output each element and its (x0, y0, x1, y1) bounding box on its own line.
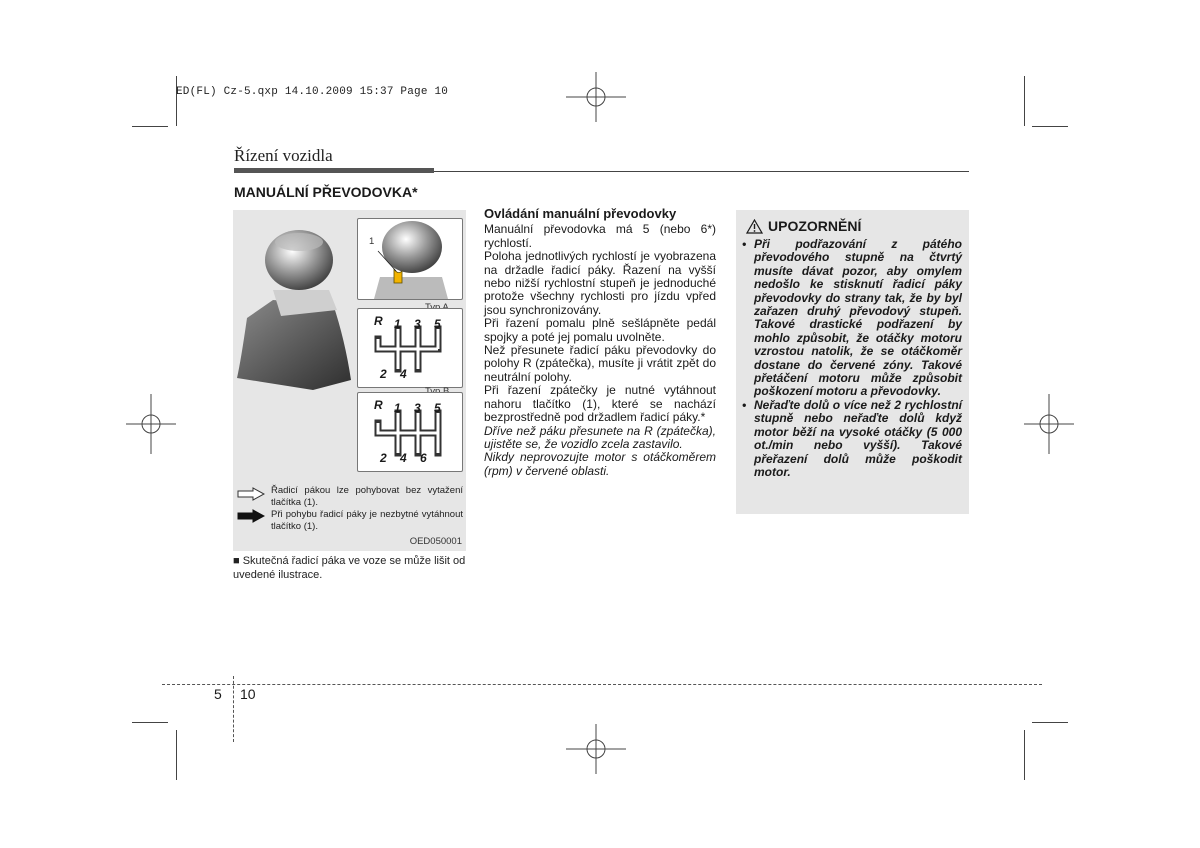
warning-list (742, 238, 962, 479)
paragraph: Poloha jednotlivých rychlostí je vyobrazena na držadle řadicí páky. Řazení na vyšší nebo nižší rychlostní stupeň je jednoduché protože všechny rychlosti pro jízdu vpřed jsou synchronizovány. (484, 249, 716, 317)
italic-paragraph: Dříve než páku přesunete na R (zpátečka), ujistěte se, že vozidlo zcela zastavilo. (484, 423, 716, 451)
chapter-title: Řízení vozidla (234, 146, 333, 165)
print-slug: ED(FL) Cz-5.qxp 14.10.2009 15:37 Page 10 (176, 86, 449, 98)
shift-b-2: 2 (380, 451, 387, 465)
warning-triangle-icon (746, 219, 763, 234)
paragraph: Při řazení pomalu plně sešlápněte pedál spojky a poté jej pomalu uvolněte. (484, 316, 716, 344)
shift-pattern-type-b (357, 392, 463, 472)
registration-mark-top-icon (566, 72, 626, 122)
legend-outline-text: Řadicí pákou lze pohybovat bez vytažení tlačítka (1). (271, 485, 463, 508)
italic-paragraph: Nikdy neprovozujte motor s otáčkoměrem (rpm) v červené oblasti. (484, 450, 716, 478)
shift-b-4: 4 (400, 451, 407, 465)
text-column (484, 207, 716, 478)
figure-note: ■ Skutečná řadicí páka ve voze se může lišit od uvedené ilustrace. (233, 555, 466, 581)
gear-knob-detail-illustration (358, 219, 462, 299)
arrow-outline-icon (237, 487, 265, 501)
warning-item-text: Neřaďte dolů o více než 2 rychlostní stupně nebo neřaďte dolů když motor běží na vysoké otáčky (5 000 ot./min nebo vyšší). Takové přeřazení dolů může poškodit motor. (754, 397, 962, 479)
footer-rule (162, 684, 1042, 685)
bullet: • (742, 237, 747, 251)
footer-divider (233, 676, 234, 742)
warning-header (746, 218, 861, 234)
page-number: 10 (240, 686, 256, 702)
shift-a-r: R (374, 314, 383, 328)
shift-b-r: R (374, 398, 383, 412)
shift-b-5: 5 (434, 401, 441, 415)
legend-filled-text: Při pohybu řadicí páky je nezbytné vytáhnout tlačítko (1). (271, 509, 463, 532)
subsection-heading: Ovládání manuální převodovky (484, 206, 677, 221)
header-rule-thick (234, 168, 434, 173)
arrow-filled-icon (237, 509, 265, 523)
shift-a-1: 1 (394, 317, 401, 331)
shift-pattern-type-a (357, 308, 463, 388)
shift-b-3: 3 (414, 401, 421, 415)
warning-box (736, 210, 969, 514)
shift-a-5: 5 (434, 317, 441, 331)
warning-item (742, 399, 962, 479)
shift-b-6: 6 (420, 451, 427, 465)
chapter-number: 5 (214, 686, 222, 702)
figure-panel (233, 210, 466, 551)
warning-item (742, 238, 962, 399)
shift-a-3: 3 (414, 317, 421, 331)
shift-b-1: 1 (394, 401, 401, 415)
paragraph: Než přesunete řadicí páku převodovky do polohy R (zpátečka), musíte ji vrátit zpět do neutrální polohy. (484, 343, 716, 384)
paragraph: Při řazení zpátečky je nutné vytáhnout nahoru tlačítko (1), které se nachází bezprostředně pod držadlem řadicí páky.* (484, 383, 716, 425)
callout-number: 1 (369, 236, 375, 247)
figure-code: OED050001 (409, 536, 462, 547)
registration-mark-bottom-icon (566, 724, 626, 774)
shift-a-4: 4 (400, 367, 407, 381)
paragraph: Manuální převodovka má 5 (nebo 6*) rychlostí. (484, 222, 716, 250)
inset-knob-button (357, 218, 463, 300)
shift-a-2: 2 (380, 367, 387, 381)
registration-mark-right-icon (1024, 394, 1074, 454)
bullet: • (742, 397, 747, 412)
gear-knob-illustration (233, 220, 355, 390)
warning-item-text: Při podřazování z pátého převodového stupně na čtvrtý musíte dávat pozor, aby omylem nedošlo ke stisknutí řadicí páky převodovky do strany tak, že by byl zařazen druhý převodový stupeň. Takové drastické podřazení by mohlo způsobit, že otáčky motoru vzrostou natolik, že se otáčkoměr dostane do červené zóny. Takové přetáčení motoru může způsobit poškození motoru a převodovky. (754, 237, 962, 399)
warning-title: UPOZORNĚNÍ (768, 218, 862, 234)
header-rule-thin (434, 171, 969, 172)
registration-mark-left-icon (126, 394, 176, 454)
section-title: MANUÁLNÍ PŘEVODOVKA* (234, 184, 418, 200)
